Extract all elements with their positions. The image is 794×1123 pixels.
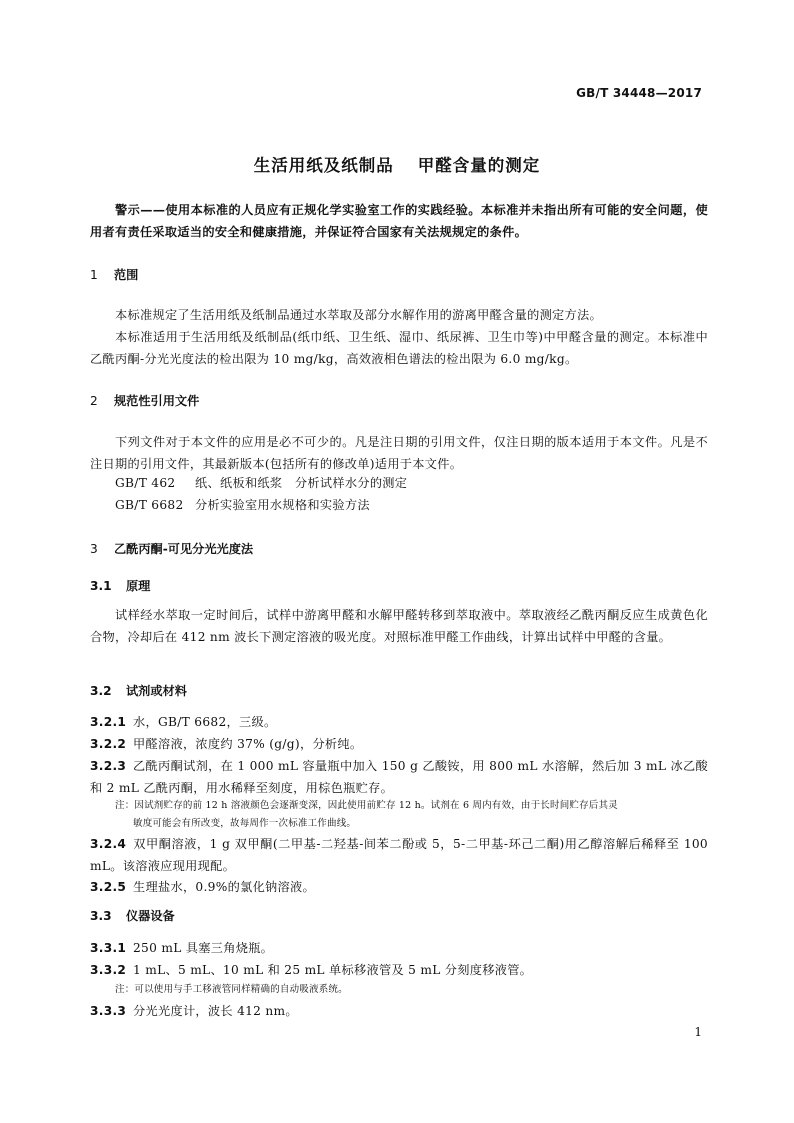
section-3-heading <box>90 540 253 557</box>
reference-code: GB/T 462 <box>115 476 176 490</box>
references-intro-paragraph: 下列文件对于本文件的应用是必不可少的。凡是注日期的引用文件，仅注日期的版本适用于本文件。凡是不注日期的引用文件，其最新版本(包括所有的修改单)适用于本文件。 <box>90 435 708 471</box>
reference-title: 纸、纸板和纸浆 分析试样水分的测定 <box>195 476 408 490</box>
principle-paragraph: 试样经水萃取一定时间后，试样中游离甲醛和水解甲醛转移到萃取液中。萃取液经乙酰丙酮反应生成黄色化合物，冷却后在 412 nm 波长下测定溶液的吸光度。对照标准甲醛工作曲线，计算出试样中甲醛的含量。 <box>90 608 708 644</box>
clause-number: 3.2.4 <box>90 837 127 851</box>
clause-item <box>90 959 708 981</box>
reagent-note <box>115 797 708 833</box>
clause-item <box>90 937 708 959</box>
clause-text: 甲醛溶液，浓度约 37% (g/g)，分析纯。 <box>133 737 363 751</box>
section-number: 3 <box>90 542 98 556</box>
standard-number: GB/T 34448—2017 <box>576 86 702 100</box>
note-label: 注： <box>115 800 135 811</box>
clause-text: 1 mL、5 mL、10 mL 和 25 mL 单标移液管及 5 mL 分刻度移液管。 <box>133 963 533 977</box>
clause-number: 3.3.3 <box>90 1004 127 1018</box>
clause-text: 250 mL 具塞三角烧瓶。 <box>133 941 274 955</box>
subsection-number: 3.2 <box>90 684 112 698</box>
subsection-3-3-heading <box>90 907 175 924</box>
subsection-3-2-heading <box>90 682 187 699</box>
section-number: 1 <box>90 268 98 282</box>
clause-number: 3.2.1 <box>90 715 127 729</box>
clause-item <box>90 876 708 898</box>
clause-text: 乙酰丙酮试剂，在 1 000 mL 容量瓶中加入 150 g 乙酸铵，用 800 mL 水溶解，然后加 3 mL 冰乙酸和 2 mL 乙酰丙酮，用水稀释至刻度，用棕色瓶贮存。 <box>90 759 708 795</box>
subsection-title: 原理 <box>126 579 151 593</box>
clause-text: 水，GB/T 6682，三级。 <box>133 715 277 729</box>
document-title <box>0 152 794 176</box>
equipment-note: 注：可以使用与手工移液管同样精确的自动吸液系统。 <box>115 984 348 995</box>
subsection-number: 3.3 <box>90 909 112 923</box>
subsection-title: 试剂或材料 <box>126 684 187 698</box>
warning-paragraph: 警示——使用本标准的人员应有正规化学实验室工作的实践经验。本标准并未指出所有可能的安全问题，使用者有责任采取适当的安全和健康措施，并保证符合国家有关法规规定的条件。 <box>90 203 708 239</box>
clause-number: 3.3.2 <box>90 963 127 977</box>
clause-item <box>90 733 708 755</box>
page-number: 1 <box>694 1025 702 1039</box>
section-2-heading <box>90 392 199 409</box>
clause-text: 双甲酮溶液，1 g 双甲酮(二甲基-二羟基-间苯二酚或 5，5-二甲基-环己二酮)用乙醇溶解后稀释至 100 mL。该溶液应现用现配。 <box>90 837 708 873</box>
section-title: 范围 <box>114 268 139 282</box>
section-title: 规范性引用文件 <box>114 394 200 408</box>
clause-number: 3.2.5 <box>90 880 127 894</box>
subsection-3-1-heading <box>90 577 150 594</box>
scope-paragraph-2: 本标准适用于生活用纸及纸制品(纸巾纸、卫生纸、湿巾、纸尿裤、卫生巾等)中甲醛含量的测定。本标准中乙酰丙酮-分光光度法的检出限为 10 mg/kg，高效液相色谱法的检出限为 6.0 mg/kg。 <box>90 330 708 366</box>
clause-text: 生理盐水，0.9%的氯化钠溶液。 <box>133 880 316 894</box>
clause-number: 3.2.2 <box>90 737 127 751</box>
section-1-heading <box>90 266 138 283</box>
clause-item <box>90 1000 708 1022</box>
subsection-title: 仪器设备 <box>126 909 175 923</box>
clause-item <box>90 711 708 733</box>
note-line-2: 敏度可能会有所改变，故每周作一次标准工作曲线。 <box>133 818 357 829</box>
reference-item <box>115 474 407 491</box>
reference-code: GB/T 6682 <box>115 498 184 512</box>
title-part-1: 生活用纸及纸制品 <box>253 156 394 175</box>
scope-paragraph-1: 本标准规定了生活用纸及纸制品通过水萃取及部分水解作用的游离甲醛含量的测定方法。 <box>115 308 603 322</box>
note-line-1: 因试剂贮存的前 12 h 溶液颜色会逐渐变深，因此使用前贮存 12 h。试剂在 6 周内有效，由于长时间贮存后其灵 <box>134 800 618 811</box>
clause-number: 3.3.1 <box>90 941 127 955</box>
reference-item <box>115 496 370 513</box>
reference-title: 分析实验室用水规格和实验方法 <box>195 498 370 512</box>
clause-item <box>90 755 708 799</box>
clause-number: 3.2.3 <box>90 759 127 773</box>
section-title: 乙酰丙酮-可见分光光度法 <box>114 542 254 556</box>
clause-item <box>90 833 708 877</box>
subsection-number: 3.1 <box>90 579 112 593</box>
section-number: 2 <box>90 394 98 408</box>
title-part-2: 甲醛含量的测定 <box>417 156 541 175</box>
clause-text: 分光光度计，波长 412 nm。 <box>133 1004 298 1018</box>
